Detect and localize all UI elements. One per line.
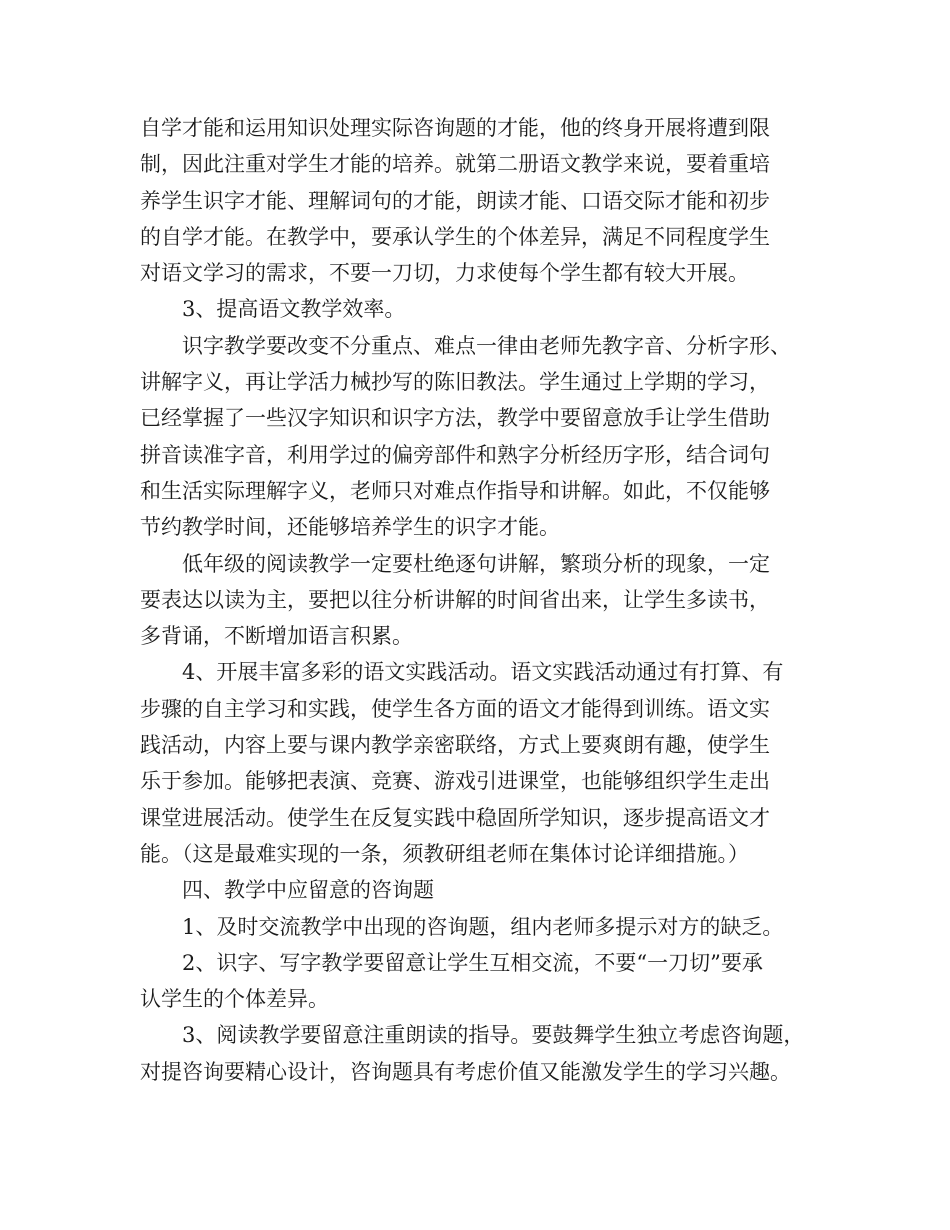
text-line: 讲解字义，再让学活力械抄写的陈旧教法。学生通过上学期的学习， xyxy=(140,370,770,395)
text-line: 和生活实际理解字义，老师只对难点作指导和讲解。如此，不仅能够 xyxy=(140,478,770,503)
text-line: 多背诵，不断增加语言积累。 xyxy=(140,624,413,649)
text-line: 能。（这是最难实现的一条，须教研组老师在集体讨论详细措施。） xyxy=(140,841,749,866)
section-heading: 四、教学中应留意的咨询题 xyxy=(140,878,434,903)
section-heading: 3、提高语文教学效率。 xyxy=(140,297,406,322)
text-line: 4、开展丰富多彩的语文实践活动。语文实践活动通过有打算、有 xyxy=(140,660,784,685)
text-line: 养学生识字才能、理解词句的才能，朗读才能、口语交际才能和初步 xyxy=(140,188,770,213)
text-line: 自学才能和运用知识处理实际咨询题的才能，他的终身开展将遭到限 xyxy=(140,116,770,140)
text-line: 课堂进展活动。使学生在反复实践中稳固所学知识，逐步提高语文才 xyxy=(140,805,770,830)
text-line: 3、阅读教学要留意注重朗读的指导。要鼓舞学生独立考虑咨询题， xyxy=(140,1023,805,1048)
text-line: 低年级的阅读教学一定要杜绝逐句讲解，繁琐分析的现象，一定 xyxy=(140,551,770,576)
text-line: 1、及时交流教学中出现的咨询题，组内老师多提示对方的缺乏。 xyxy=(140,914,784,939)
text-line: 制，因此注重对学生才能的培养。就第二册语文教学来说，要着重培 xyxy=(140,152,770,177)
text-line: 对提咨询要精心设计，咨询题具有考虑价值又能激发学生的学习兴趣。 xyxy=(140,1059,791,1084)
body-text xyxy=(140,110,830,1090)
text-line: 步骤的自主学习和实践，使学生各方面的语文才能得到训练。语文实 xyxy=(140,696,770,721)
text-line: 对语文学习的需求，不要一刀切，力求使每个学生都有较大开展。 xyxy=(140,261,749,286)
text-line: 识字教学要改变不分重点、难点一律由老师先教字音、分析字形、 xyxy=(140,333,791,358)
text-line: 已经掌握了一些汉字知识和识字方法，教学中要留意放手让学生借助 xyxy=(140,406,770,431)
text-line: 乐于参加。能够把表演、竞赛、游戏引进课堂，也能够组织学生走出 xyxy=(140,769,770,794)
text-line: 要表达以读为主，要把以往分析讲解的时间省出来，让学生多读书， xyxy=(140,587,770,612)
text-line: 拼音读准字音，利用学过的偏旁部件和熟字分析经历字形，结合词句 xyxy=(140,442,770,467)
text-line: 的自学才能。在教学中，要承认学生的个体差异，满足不同程度学生 xyxy=(140,224,770,249)
text-line: 节约教学时间，还能够培养学生的识字才能。 xyxy=(140,515,560,540)
text-line: 践活动，内容上要与课内教学亲密联络，方式上要爽朗有趣，使学生 xyxy=(140,733,770,758)
text-line: 认学生的个体差异。 xyxy=(140,987,329,1012)
text-line: 2、识字、写字教学要留意让学生互相交流，不要“一刀切”要承 xyxy=(140,950,763,975)
